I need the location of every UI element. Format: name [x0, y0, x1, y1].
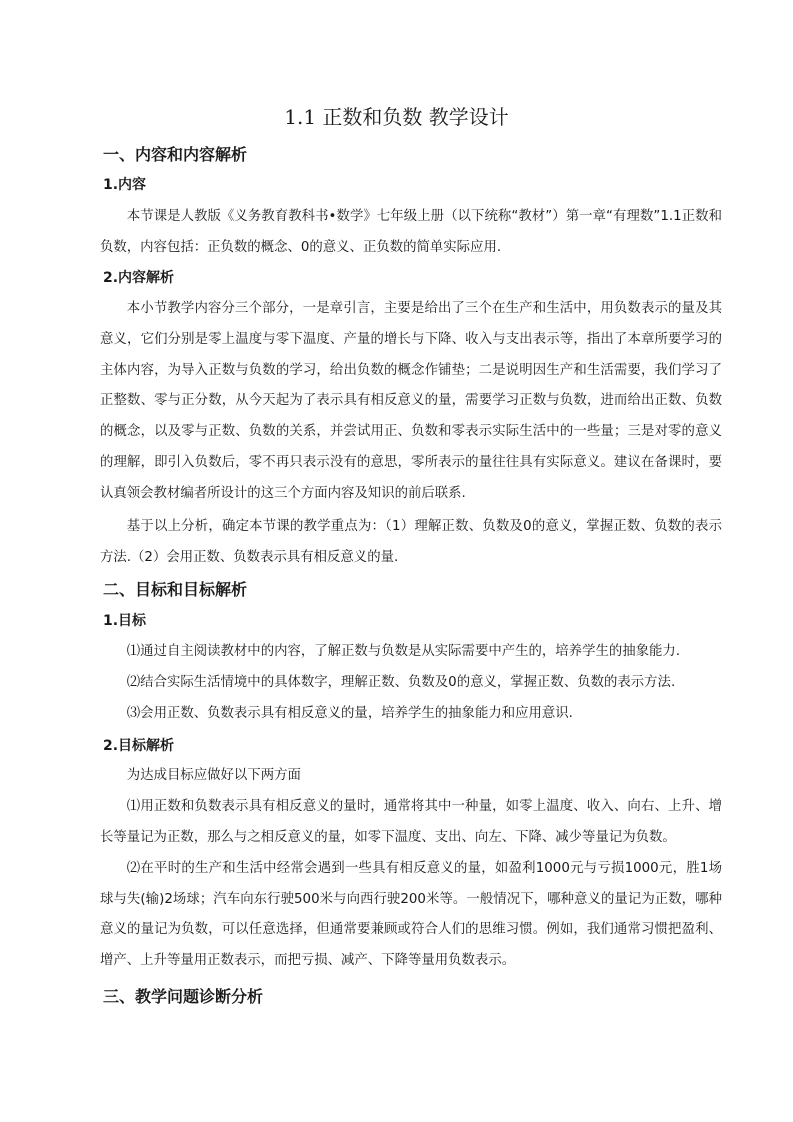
- section-2-heading: 二、目标和目标解析: [103, 580, 248, 599]
- section-3-heading: 三、教学问题诊断分析: [103, 987, 264, 1006]
- section-2-2-paragraph-2: ⑵在平时的生产和生活中经常会遇到一些具有相反意义的量，如盈利1000元与亏损1000元，胜1场球与失(输)2场球；汽车向东行驶500米与向西行驶200米等。一般情况下，哪种意义的量记为正数，哪种意义的量记为负数，可以任意选择，但通常要兼顾或符合人们的思维习惯。例如，我们通常习惯把盈利、增产、上升等量用正数表示，而把亏损、减产、下降等量用负数表示。: [100, 861, 722, 968]
- section-1-1-paragraph: 本节课是人教版《义务教育教科书•数学》七年级上册（以下统称“教材”）第一章“有理数”1.1正数和负数，内容包括：正负数的概念、0的意义、正负数的简单实际应用.: [100, 209, 722, 255]
- document-title: 1.1 正数和负数 教学设计: [284, 105, 509, 129]
- goal-item-3: ⑶会用正数、负数表示具有相反意义的量，培养学生的抽象能力和应用意识.: [126, 706, 573, 721]
- section-1-2-paragraph-1: 本小节教学内容分三个部分，一是章引言，主要是给出了三个在生产和生活中，用负数表示的量及其意义，它们分别是零上温度与零下温度、产量的增长与下降、收入与支出表示等，指出了本章所要学习的主体内容，为导入正数与负数的学习，给出负数的概念作铺垫；二是说明因生产和生活需要，我们学习了正整数、零与正分数，从今天起为了表示具有相反意义的量，需要学习正数与负数，进而给出正数、负数的概念，以及零与正数、负数的关系，并尝试用正、负数和零表示实际生活中的一些量；三是对零的意义的理解，即引入负数后，零不再只表示没有的意思，零所表示的量往往具有实际意义。建议在备课时，要认真领会教材编者所设计的这三个方面内容及知识的前后联系.: [100, 301, 722, 501]
- section-2-2-paragraph-1: ⑴用正数和负数表示具有相反意义的量时，通常将其中一种量，如零上温度、收入、向右、上升、增长等量记为正数，那么与之相反意义的量，如零下温度、支出、向左、下降、减少等量记为负数。: [100, 799, 722, 845]
- section-1-1-heading: 1.内容: [103, 177, 147, 193]
- section-2-2-intro: 为达成目标应做好以下两方面: [126, 768, 301, 783]
- goal-item-1: ⑴通过自主阅读教材中的内容，了解正数与负数是从实际需要中产生的，培养学生的抽象能力.: [126, 644, 681, 659]
- section-1-2-paragraph-2: 基于以上分析，确定本节课的教学重点为：（1）理解正数、负数及0的意义，掌握正数、负数的表示方法.（2）会用正数、负数表示具有相反意义的量.: [100, 519, 722, 565]
- section-2-1-heading: 1.目标: [103, 613, 147, 629]
- section-1-heading: 一、内容和内容解析: [103, 145, 248, 164]
- goal-item-2: ⑵结合实际生活情境中的具体数字，理解正数、负数及0的意义，掌握正数、负数的表示方法.: [126, 675, 676, 690]
- section-2-2-heading: 2.目标解析: [103, 738, 175, 754]
- section-1-2-heading: 2.内容解析: [103, 270, 175, 286]
